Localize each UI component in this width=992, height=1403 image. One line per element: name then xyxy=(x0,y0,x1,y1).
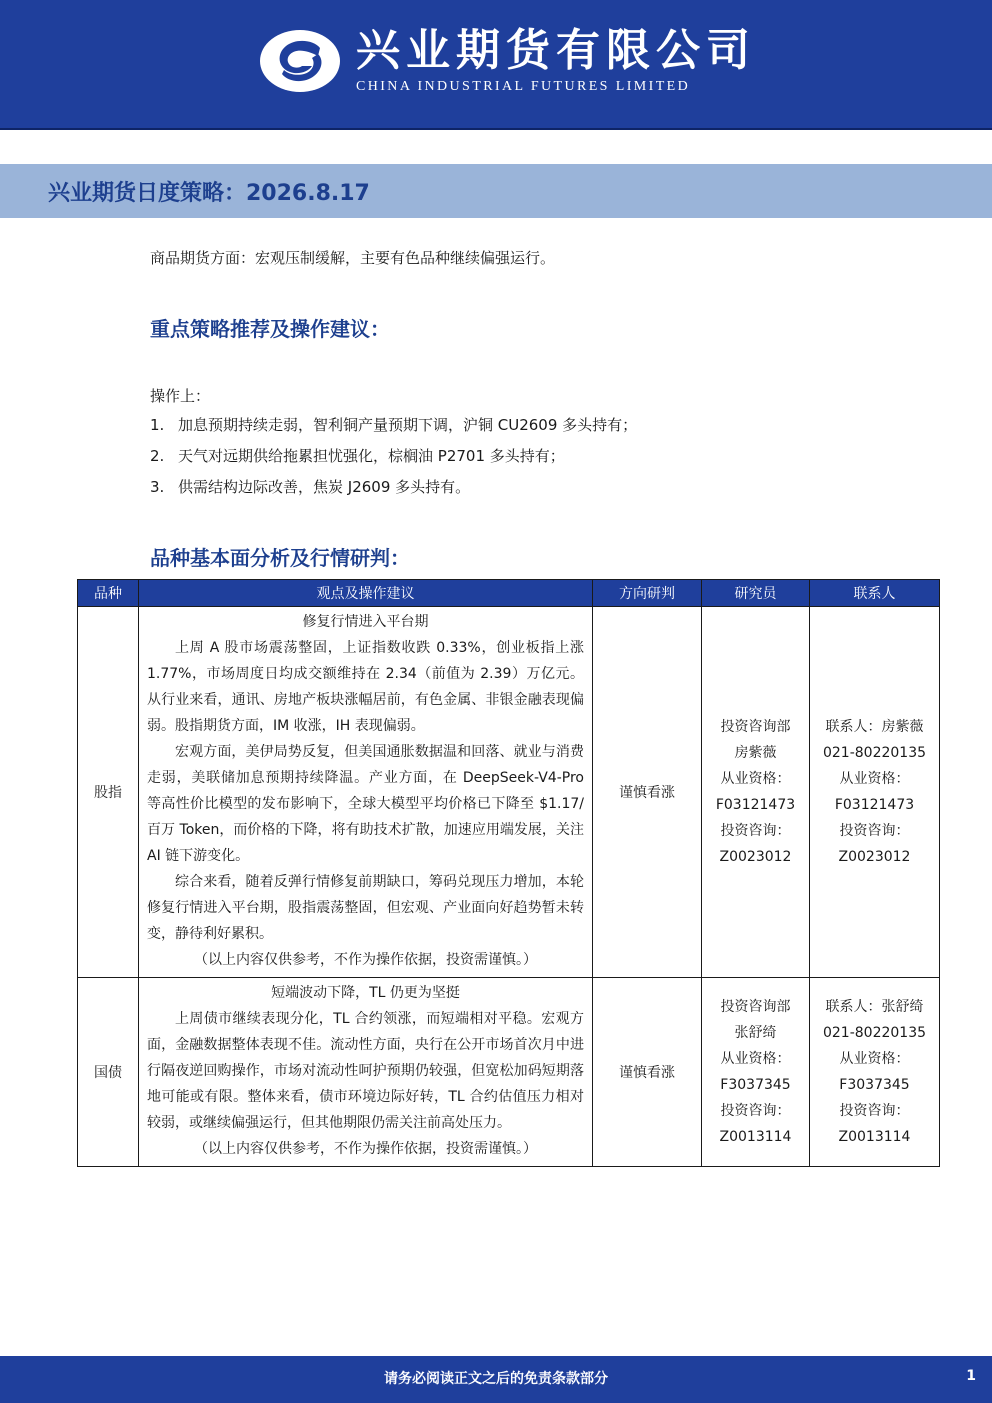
header-band xyxy=(0,0,992,130)
view-paragraph: 上周债市继续表现分化，TL 合约领涨，而短端相对平稳。宏观方面，金融数据整体表现不佳。流动性方面，央行在公开市场首次月中进行隔夜逆回购操作，市场对流动性呵护预期仍较强，但宽松加码短期落地可能或有限。整体来看，债市环境边际好转，TL 合约估值压力相对较弱，或继续偏强运行，但其他期限仍需关注前高处压力。 xyxy=(147,1011,584,1131)
researcher-dept: 投资咨询部 xyxy=(720,999,791,1015)
researcher-name: 房紫薇 xyxy=(734,745,777,761)
view-disclaimer: （以上内容仅供参考，不作为操作依据，投资需谨慎。） xyxy=(194,952,537,968)
contact-qual-label: 从业资格： xyxy=(839,1051,910,1067)
contact-qual-id: F03121473 xyxy=(834,797,915,813)
category-cell: 国债 xyxy=(78,978,139,1167)
list-item-text: 天气对远期供给拖累担忧强化，棕榈油 P2701 多头持有； xyxy=(178,447,565,465)
contact-consult-id: Z0023012 xyxy=(838,849,911,865)
view-cell xyxy=(139,978,593,1167)
researcher-consult-id: Z0023012 xyxy=(719,849,792,865)
view-paragraph: 上周 A 股市场震荡整固，上证指数收跌 0.33%，创业板指上涨 1.77%，市场周度日均成交额维持在 2.34（前值为 2.39）万亿元。从行业来看，通讯、房地产板块涨幅居前，有色金属、非银金融表现偏弱。股指期货方面，IM 收涨，IH 表现偏弱。 xyxy=(147,640,584,734)
company-logo xyxy=(258,26,756,96)
section-heading-strategy: 重点策略推荐及操作建议： xyxy=(150,317,390,341)
direction-cell: 谨慎看涨 xyxy=(593,607,702,978)
disclaimer-notice: 请务必阅读正文之后的免责条款部分 xyxy=(384,1371,608,1387)
researcher-qual-id: F3037345 xyxy=(720,1077,791,1093)
contact-name: 联系人：房紫薇 xyxy=(825,719,924,735)
contact-qual-id: F3037345 xyxy=(839,1077,910,1093)
researcher-cell xyxy=(702,978,810,1167)
view-cell xyxy=(139,607,593,978)
researcher-name: 张舒绮 xyxy=(734,1025,777,1041)
contact-consult-label: 投资咨询： xyxy=(839,823,910,839)
category-cell: 股指 xyxy=(78,607,139,978)
list-item xyxy=(150,476,637,507)
company-name-cn: 兴业期货有限公司 xyxy=(356,25,756,76)
footer-band xyxy=(0,1356,992,1403)
col-header-contact: 联系人 xyxy=(810,580,940,607)
col-header-direction: 方向研判 xyxy=(593,580,702,607)
table-row xyxy=(78,978,940,1167)
title-bar xyxy=(0,164,992,218)
contact-consult-label: 投资咨询： xyxy=(839,1103,910,1119)
table-row xyxy=(78,607,940,978)
list-item xyxy=(150,445,637,476)
section-heading-analysis: 品种基本面分析及行情研判： xyxy=(150,546,410,570)
researcher-qual-label: 从业资格： xyxy=(720,771,791,787)
view-paragraph: 宏观方面，美伊局势反复，但美国通胀数据温和回落、就业与消费走弱，美联储加息预期持续降温。产业方面，在 DeepSeek-V4-Pro 等高性价比模型的发布影响下，全球大模型平均价格已下降至 $1.17/ 百万 Token，而价格的下降，将有助技术扩散，加速应用端发展，关注 AI 链下游变化。 xyxy=(147,744,584,864)
researcher-cell xyxy=(702,607,810,978)
direction-cell: 谨慎看涨 xyxy=(593,978,702,1167)
researcher-consult-label: 投资咨询： xyxy=(720,1103,791,1119)
list-item-text: 供需结构边际改善，焦炭 J2609 多头持有。 xyxy=(178,478,471,496)
view-title: 修复行情进入平台期 xyxy=(302,614,429,630)
contact-phone: 021-80220135 xyxy=(822,1025,927,1041)
view-paragraph: 综合来看，随着反弹行情修复前期缺口，筹码兑现压力增加，本轮修复行情进入平台期，股指震荡整固，但宏观、产业面向好趋势暂未转变，静待利好累积。 xyxy=(147,874,584,942)
researcher-qual-id: F03121473 xyxy=(715,797,796,813)
col-header-category: 品种 xyxy=(78,580,139,607)
analysis-table xyxy=(77,579,940,1167)
contact-phone: 021-80220135 xyxy=(822,745,927,761)
researcher-consult-id: Z0013114 xyxy=(719,1129,792,1145)
list-item-number: 2. xyxy=(150,447,165,465)
contact-name: 联系人：张舒绮 xyxy=(825,999,924,1015)
table-header-row xyxy=(78,580,940,607)
list-item xyxy=(150,414,637,445)
view-title: 短端波动下降，TL 仍更为坚挺 xyxy=(271,985,460,1001)
intro-text: 商品期货方面：宏观压制缓解，主要有色品种继续偏强运行。 xyxy=(150,249,556,267)
researcher-qual-label: 从业资格： xyxy=(720,1051,791,1067)
list-item-number: 3. xyxy=(150,478,165,496)
contact-qual-label: 从业资格： xyxy=(839,771,910,787)
contact-cell xyxy=(810,978,940,1167)
company-logo-icon xyxy=(258,28,342,94)
col-header-view: 观点及操作建议 xyxy=(139,580,593,607)
page-title: 兴业期货日度策略：2026.8.17 xyxy=(48,181,370,206)
list-item-text: 加息预期持续走弱，智利铜产量预期下调，沪铜 CU2609 多头持有； xyxy=(178,416,638,434)
company-name-en: CHINA INDUSTRIAL FUTURES LIMITED xyxy=(356,79,691,94)
researcher-consult-label: 投资咨询： xyxy=(720,823,791,839)
col-header-researcher: 研究员 xyxy=(702,580,810,607)
ops-label: 操作上： xyxy=(150,387,211,405)
list-item-number: 1. xyxy=(150,416,165,434)
view-disclaimer: （以上内容仅供参考，不作为操作依据，投资需谨慎。） xyxy=(194,1141,537,1157)
contact-cell xyxy=(810,607,940,978)
ops-list xyxy=(150,414,637,507)
contact-consult-id: Z0013114 xyxy=(838,1129,911,1145)
researcher-dept: 投资咨询部 xyxy=(720,719,791,735)
page-number: 1 xyxy=(966,1368,976,1384)
